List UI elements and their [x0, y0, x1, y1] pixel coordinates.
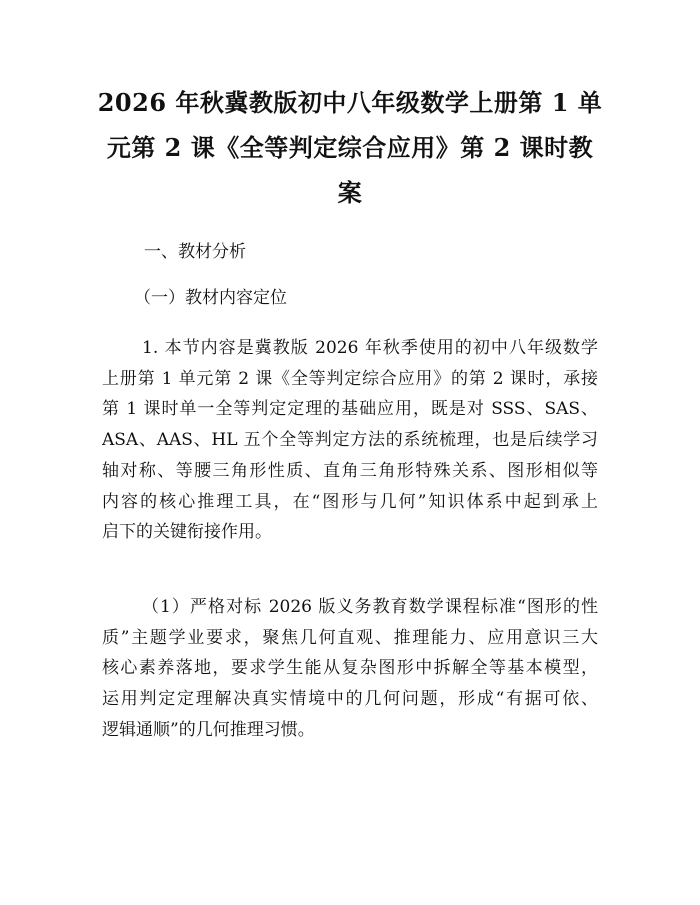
paragraph-line: 运用判定定理解决真实情境中的几何问题，形成“有据可依、 [102, 689, 598, 710]
title-line: 元第 2 课《全等判定综合应用》第 2 课时教 [106, 133, 594, 162]
section-heading: 一、教材分析 [144, 242, 246, 262]
paragraph-curriculum-standard [102, 592, 598, 746]
paragraph-line: 质”主题学业要求，聚焦几何直观、推理能力、应用意识三大 [102, 627, 598, 648]
paragraph-line: ASA、AAS、HL 五个全等判定方法的系统梳理，也是后续学习 [102, 430, 598, 451]
paragraph-line: 核心素养落地，要求学生能从复杂图形中拆解全等基本模型， [102, 658, 598, 679]
paragraph-line: 轴对称、等腰三角形性质、直角三角形特殊关系、图形相似等 [102, 460, 598, 481]
document-title [96, 80, 604, 215]
title-line: 2026 年秋冀教版初中八年级数学上册第 1 单 [97, 88, 603, 117]
paragraph-line: 第 1 课时单一全等判定定理的基础应用，既是对 SSS、SAS、 [102, 399, 598, 420]
paragraph-line: 内容的核心推理工具，在“图形与几何”知识体系中起到承上 [102, 491, 598, 512]
paragraph-line: 上册第 1 单元第 2 课《全等判定综合应用》的第 2 课时，承接 [102, 368, 598, 389]
subsection-heading: （一）教材内容定位 [134, 288, 287, 308]
paragraph-line: 逻辑通顺”的几何推理习惯。 [102, 719, 315, 740]
paragraph-line: 启下的关键衔接作用。 [102, 522, 272, 543]
paragraph-line: （1）严格对标 2026 版义务教育数学课程标准“图形的性 [142, 597, 598, 617]
title-line: 案 [337, 178, 363, 207]
paragraph-line: 1. 本节内容是冀教版 2026 年秋季使用的初中八年级数学 [142, 338, 598, 358]
paragraph-content-position [102, 333, 598, 548]
